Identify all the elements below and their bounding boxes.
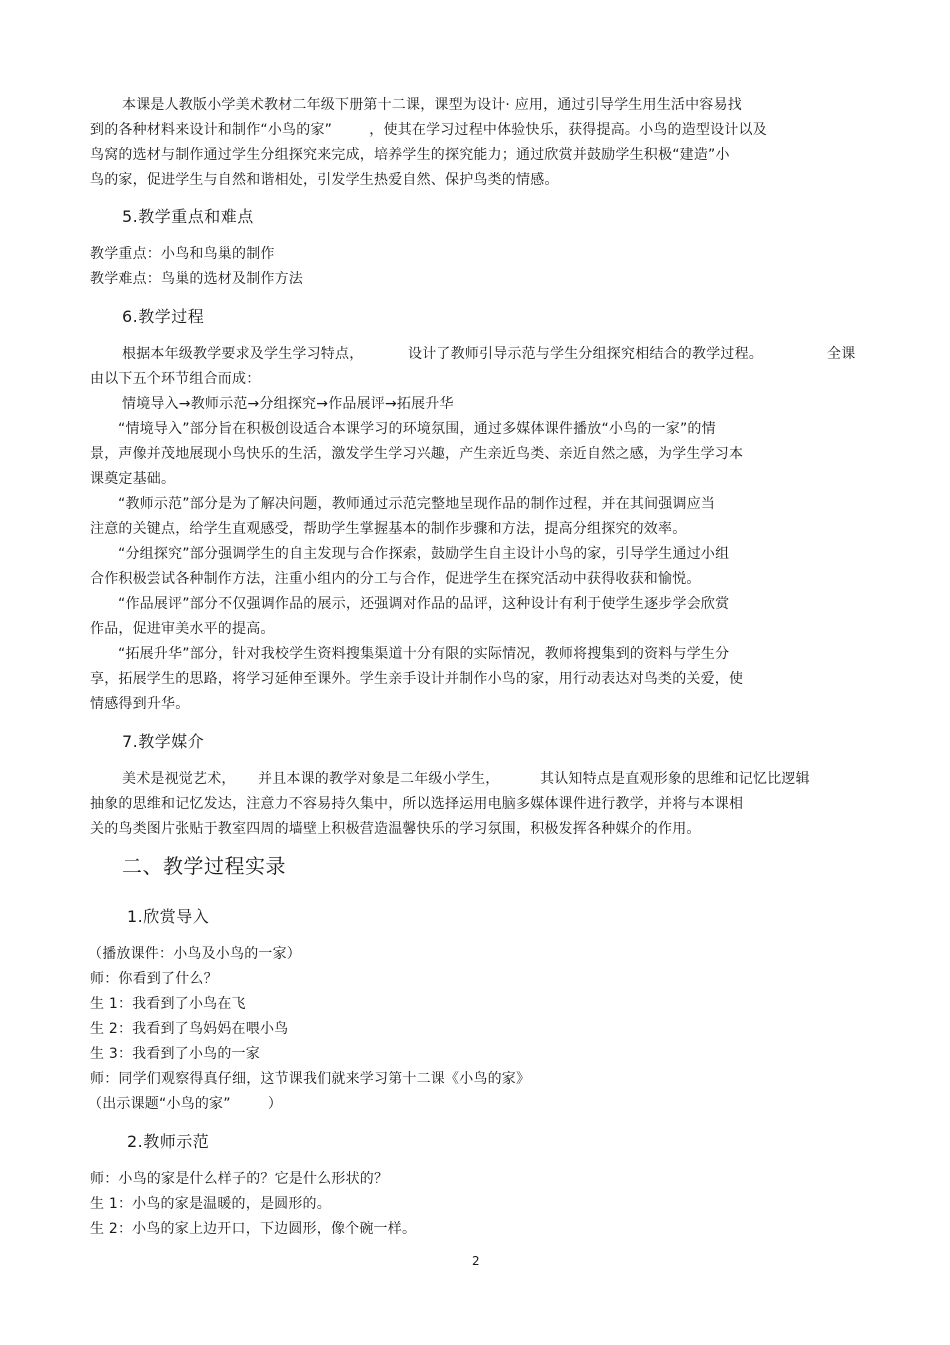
dialogue-line: （出示课题“小鸟的家” ） [88,1096,283,1112]
media-line-1c: 其认知特点是直观形象的思维和记忆比逻辑 [540,771,810,787]
dialogue-line: 生 2：小鸟的家上边开口，下边圆形，像个碗一样。 [90,1221,417,1237]
stage-3-line-1: “分组探究”部分强调学生的自主发现与合作探索，鼓励学生自主设计小鸟的家，引导学生通过小组 [118,546,730,562]
process-flow: 情境导入→教师示范→分组探究→作品展评→拓展升华 [122,396,454,412]
dialogue-line: 生 3：我看到了小鸟的一家 [90,1046,260,1062]
section-6-heading: 6.教学过程 [122,307,205,326]
intro-line-4: 鸟的家，促进学生与自然和谐相处，引发学生热爱自然、保护鸟类的情感。 [90,172,559,188]
page-number: 2 [472,1254,480,1268]
stage-3-line-2: 合作积极尝试各种制作方法，注重小组内的分工与合作，促进学生在探究活动中获得收获和愉悦。 [90,571,701,587]
media-line-1a: 美术是视觉艺术， [122,771,236,787]
stage-1-line-3: 课奠定基础。 [90,471,176,487]
stage-5-line-1: “拓展升华”部分，针对我校学生资料搜集渠道十分有限的实际情况，教师将搜集到的资料与学生分 [118,646,730,662]
sub-2-heading: 2.教师示范 [127,1132,210,1151]
intro-line-3: 鸟窝的选材与制作通过学生分组探究来完成，培养学生的探究能力；通过欣赏并鼓励学生积极“建造”小 [90,147,730,163]
section-5-heading: 5.教学重点和难点 [122,207,254,226]
dialogue-line: 师：同学们观察得真仔细，这节课我们就来学习第十二课《小鸟的家》 [90,1071,531,1087]
teaching-focus: 教学重点：小鸟和鸟巢的制作 [90,246,275,262]
teaching-difficulty: 教学难点：鸟巢的选材及制作方法 [90,271,303,287]
media-line-2: 抽象的思维和记忆发达，注意力不容易持久集中，所以选择运用电脑多媒体课件进行教学，并将与本课相 [90,796,744,812]
intro-line-2: 到的各种材料来设计和制作“小鸟的家” ，使其在学习过程中体验快乐，获得提高。小鸟的造型设计以及 [90,122,767,138]
section-7-heading: 7.教学媒介 [122,732,205,751]
dialogue-line: 生 1：我看到了小鸟在飞 [90,996,246,1012]
stage-4-line-2: 作品，促进审美水平的提高。 [90,621,275,637]
process-intro-a: 根据本年级教学要求及学生学习特点， [122,346,364,362]
stage-1-line-1: “情境导入”部分旨在积极创设适合本课学习的环境氛围，通过多媒体课件播放“小鸟的一家”的情 [118,421,716,437]
stage-2-line-1: “教师示范”部分是为了解决问题，教师通过示范完整地呈现作品的制作过程，并在其间强调应当 [118,496,716,512]
process-intro-c: 全课 [827,346,856,362]
part-2-heading: 二、教学过程实录 [122,854,286,878]
intro-line-1: 本课是人教版小学美术教材二年级下册第十二课，课型为设计· 应用，通过引导学生用生活中容易找 [122,97,742,113]
stage-1-line-2: 景，声像并茂地展现小鸟快乐的生活，激发学生学习兴趣，产生亲近鸟类、亲近自然之感，为学生学习本 [90,446,744,462]
dialogue-line: 生 2：我看到了鸟妈妈在喂小鸟 [90,1021,289,1037]
process-intro-b: 设计了教师引导示范与学生分组探究相结合的教学过程。 [408,346,763,362]
stage-5-line-3: 情感得到升华。 [90,696,190,712]
dialogue-line: 师：你看到了什么？ [90,971,218,987]
stage-4-line-1: “作品展评”部分不仅强调作品的展示，还强调对作品的品评，这种设计有利于使学生逐步学会欣赏 [118,596,730,612]
dialogue-line: 生 1：小鸟的家是温暖的，是圆形的。 [90,1196,331,1212]
process-intro-d: 由以下五个环节组合而成： [90,371,261,387]
media-line-1b: 并且本课的教学对象是二年级小学生， [258,771,500,787]
dialogue-line: （播放课件：小鸟及小鸟的一家） [88,946,301,962]
sub-1-heading: 1.欣赏导入 [127,907,210,926]
media-line-3: 关的鸟类图片张贴于教室四周的墙壁上积极营造温馨快乐的学习氛围，积极发挥各种媒介的作用。 [90,821,701,837]
stage-5-line-2: 享，拓展学生的思路，将学习延伸至课外。学生亲手设计并制作小鸟的家，用行动表达对鸟类的关爱，使 [90,671,744,687]
dialogue-line: 师：小鸟的家是什么样子的？它是什么形状的？ [90,1171,389,1187]
stage-2-line-2: 注意的关键点，给学生直观感受，帮助学生掌握基本的制作步骤和方法，提高分组探究的效率。 [90,521,687,537]
